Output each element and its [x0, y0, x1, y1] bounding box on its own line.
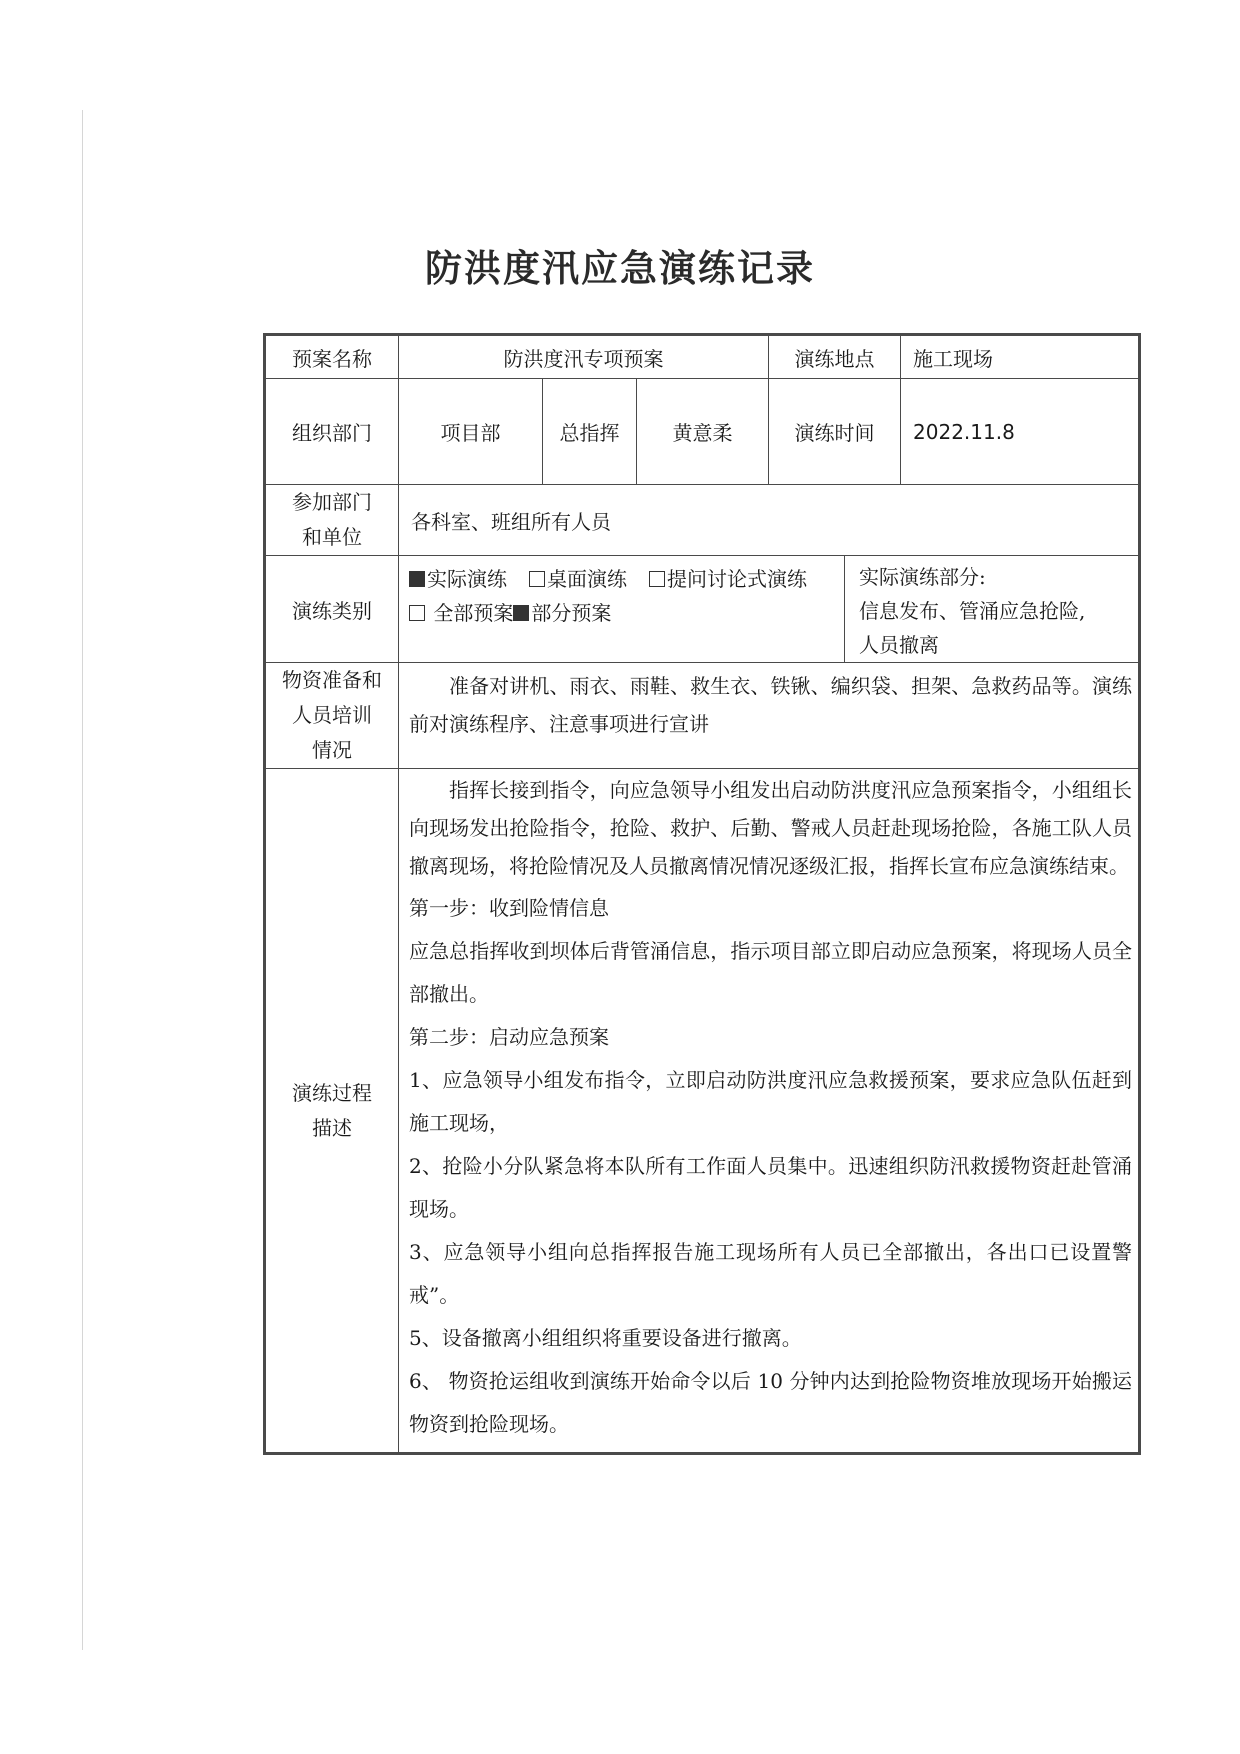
- commander-label: 总指挥: [543, 379, 637, 485]
- row-process: [265, 769, 1140, 1454]
- preparation-value: 准备对讲机、雨衣、雨鞋、救生衣、铁锹、编织袋、担架、急救药品等。演练前对演练程序、注意事项进行宣讲: [409, 674, 1133, 736]
- actual-drill-parts-line3: 人员撤离: [859, 633, 939, 657]
- preparation-value-cell: [399, 663, 1140, 769]
- preparation-label-line3: 情况: [312, 738, 352, 762]
- step2-item-6: 6、 物资抢运组收到演练开始命令以后 10 分钟内达到抢险物资堆放现场开始搬运物资到抢险现场。: [409, 1369, 1133, 1436]
- unchecked-box-icon: [409, 605, 425, 621]
- option-discussion-drill[interactable]: 提问讨论式演练: [649, 567, 807, 591]
- row-organization: [265, 379, 1140, 485]
- plan-name-value: 防洪度汛专项预案: [399, 335, 769, 379]
- drill-type-options: [399, 556, 845, 662]
- drill-type-label: 演练类别: [265, 556, 399, 663]
- row-participants: [265, 485, 1140, 556]
- step1-text: 应急总指挥收到坝体后背管涌信息，指示项目部立即启动应急预案，将现场人员全部撤出。: [409, 939, 1133, 1006]
- drill-record-table: [263, 333, 1141, 1455]
- document-title: 防洪度汛应急演练记录: [425, 246, 815, 290]
- participants-label: [265, 485, 399, 556]
- process-label: [265, 769, 399, 1454]
- step2-heading: 第二步：启动应急预案: [409, 1025, 609, 1049]
- step2-item-1: 1、应急领导小组发布指令，立即启动防洪度汛应急救援预案，要求应急队伍赶到施工现场，: [409, 1068, 1133, 1135]
- row-preparation: [265, 663, 1140, 769]
- checked-box-icon: [409, 571, 425, 587]
- page-margin-line: [82, 110, 83, 1650]
- step2-item-2: 2、抢险小分队紧急将本队所有工作面人员集中。迅速组织防汛救援物资赶赴管涌现场。: [409, 1154, 1133, 1221]
- row-drill-type: [265, 556, 1140, 663]
- participants-label-line2: 和单位: [302, 525, 362, 549]
- org-dept-value: 项目部: [399, 379, 543, 485]
- step2-item-5: 5、设备撤离小组组织将重要设备进行撤离。: [409, 1326, 802, 1350]
- unchecked-box-icon: [529, 571, 545, 587]
- process-label-line1: 演练过程: [292, 1080, 372, 1105]
- process-label-line2: 描述: [312, 1115, 352, 1140]
- checked-box-icon: [513, 605, 529, 621]
- actual-drill-parts-line2: 信息发布、管涌应急抢险,: [859, 599, 1086, 623]
- commander-value: 黄意柔: [637, 379, 769, 485]
- preparation-label-line1: 物资准备和: [282, 668, 382, 692]
- participants-label-line1: 参加部门: [292, 490, 372, 514]
- process-description-cell: [399, 769, 1140, 1454]
- option-full-plan[interactable]: 全部预案: [409, 601, 513, 625]
- drill-time-label: 演练时间: [769, 379, 901, 485]
- step1-heading: 第一步：收到险情信息: [409, 896, 609, 920]
- step2-item-3: 3、应急领导小组向总指挥报告施工现场所有人员已全部撤出，各出口已设置警戒”。: [409, 1240, 1133, 1307]
- option-partial-plan[interactable]: 部分预案: [513, 601, 611, 625]
- plan-name-label: 预案名称: [265, 335, 399, 379]
- option-actual-drill[interactable]: 实际演练: [409, 567, 507, 591]
- actual-drill-parts-line1: 实际演练部分:: [859, 565, 986, 589]
- process-intro: 指挥长接到指令，向应急领导小组发出启动防洪度汛应急预案指令，小组组长向现场发出抢险指令，抢险、救护、后勤、警戒人员赶赴现场抢险，各施工队人员撤离现场，将抢险情况及人员撤离情况情况逐级汇报，指挥长宣布应急演练结束。: [409, 778, 1133, 878]
- preparation-label-line2: 人员培训: [292, 703, 372, 727]
- org-dept-label: 组织部门: [265, 379, 399, 485]
- drill-place-value: 施工现场: [901, 335, 1140, 379]
- option-tabletop-drill[interactable]: 桌面演练: [529, 567, 627, 591]
- drill-place-label: 演练地点: [769, 335, 901, 379]
- actual-drill-parts: [845, 556, 1138, 662]
- unchecked-box-icon: [649, 571, 665, 587]
- drill-time-value: 2022.11.8: [901, 379, 1140, 485]
- drill-type-cell: [399, 556, 1140, 663]
- preparation-label: [265, 663, 399, 769]
- row-plan: [265, 335, 1140, 379]
- participants-value: 各科室、班组所有人员: [399, 485, 1140, 556]
